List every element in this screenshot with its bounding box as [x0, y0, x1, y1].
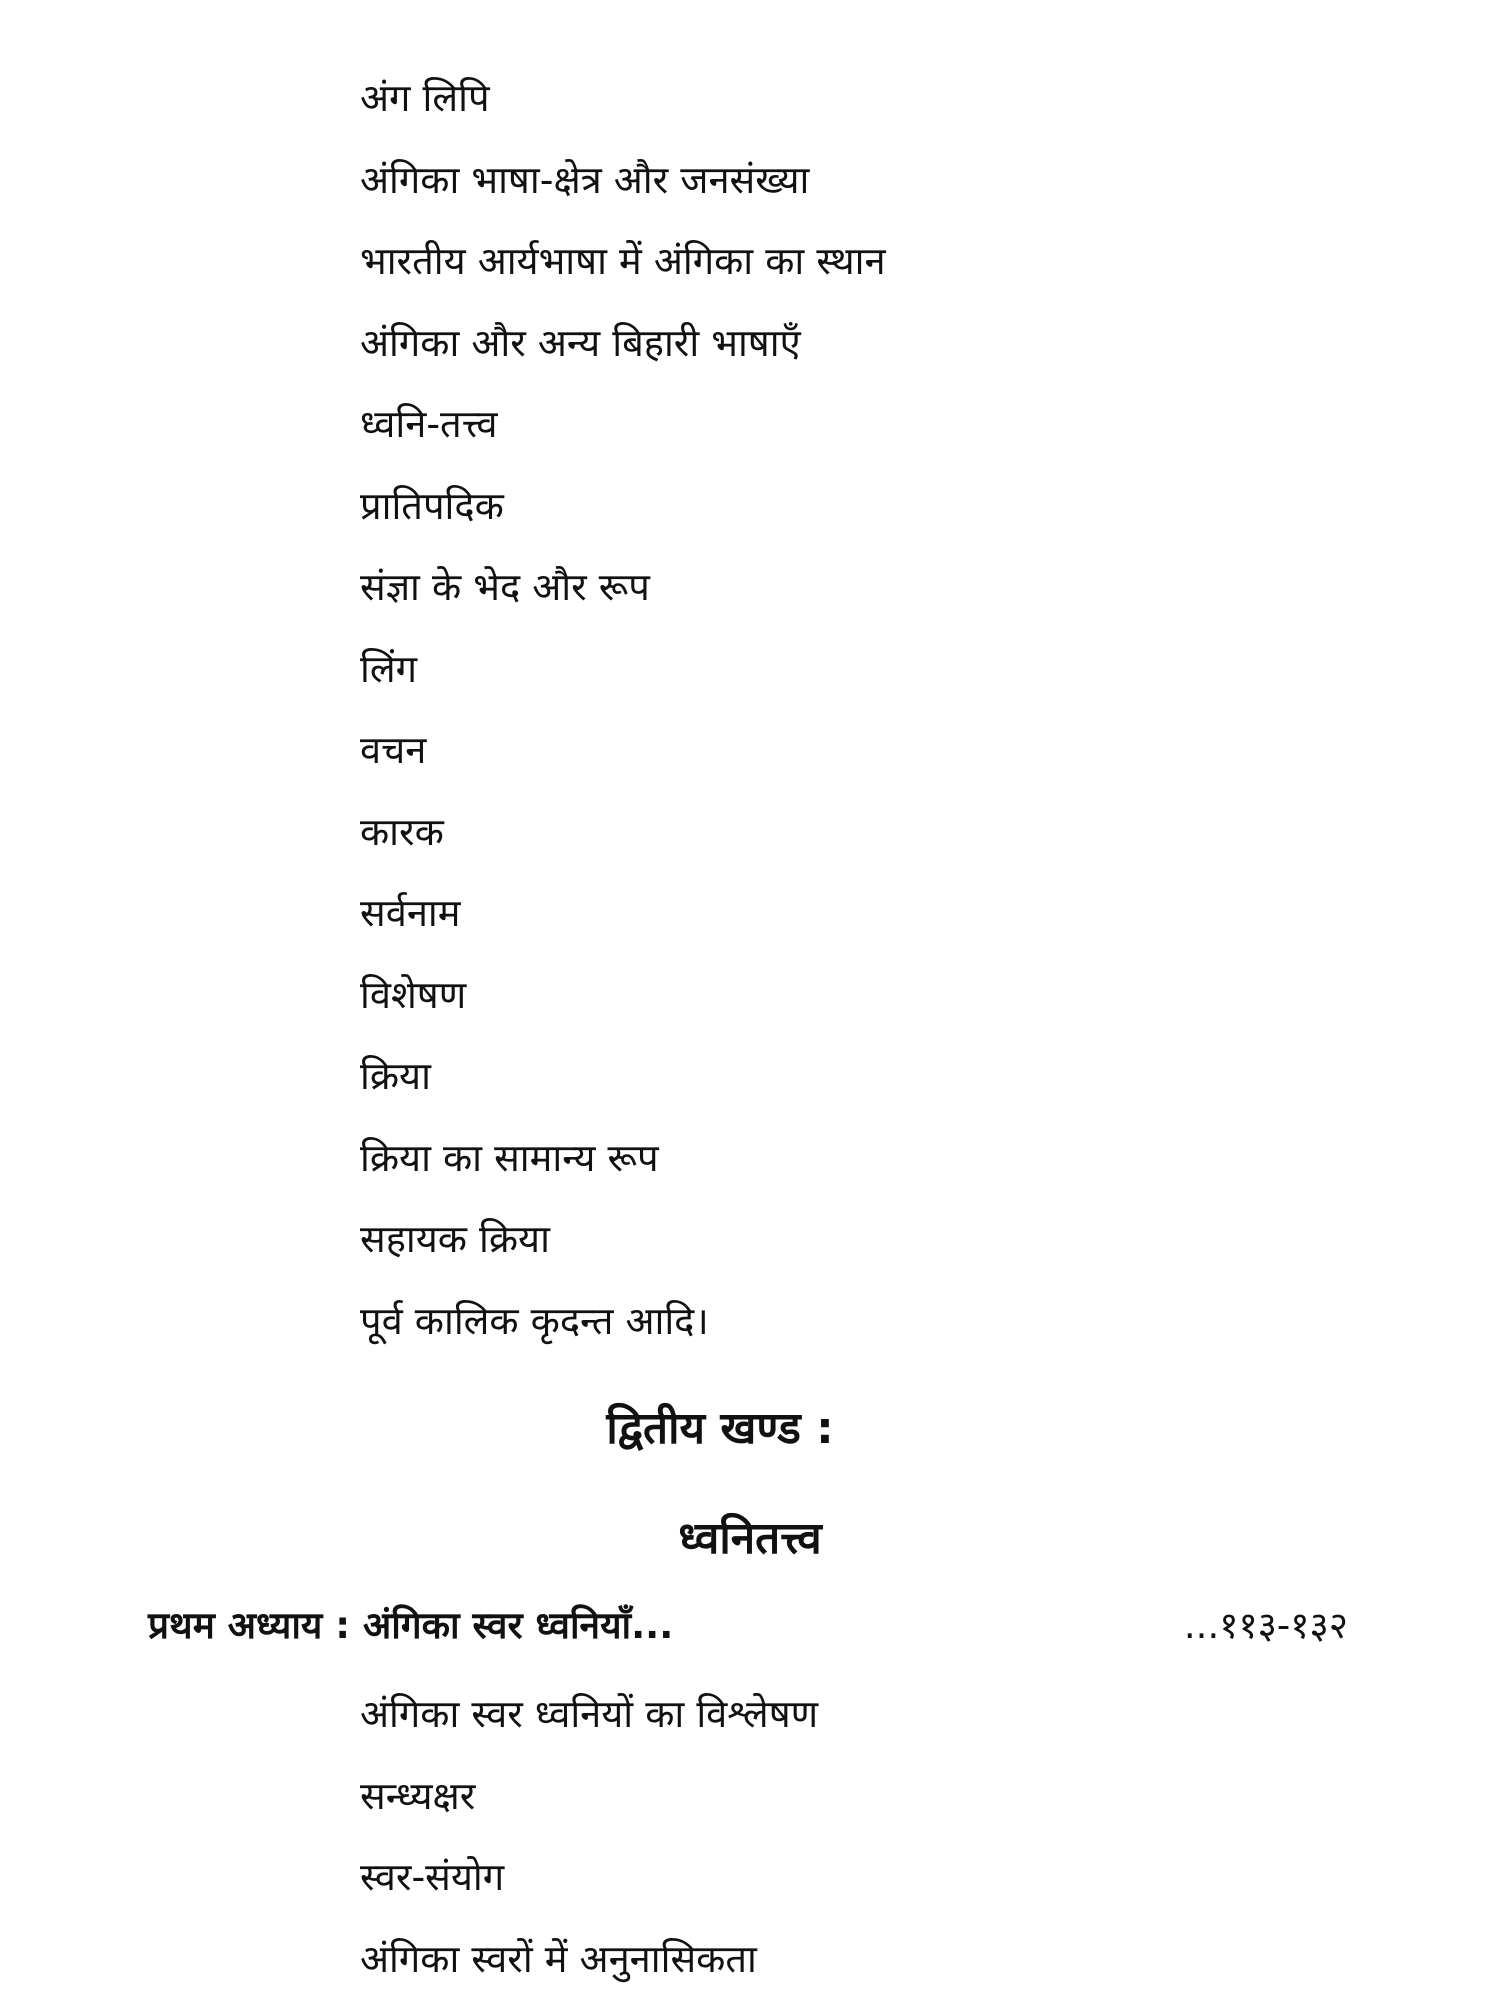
list-item: सर्वनाम	[360, 891, 461, 935]
chapter-row	[148, 1598, 1348, 1658]
list-item: स्वर-संयोग	[360, 1855, 505, 1899]
list-item: पूर्व कालिक कृदन्त आदि।	[360, 1298, 709, 1343]
chapter-contents-list	[360, 1674, 818, 2000]
list-item: वचन	[360, 728, 427, 772]
list-item: प्रातिपदिक	[360, 483, 504, 528]
list-item: भारतीय आर्यभाषा में अंगिका का स्थान	[360, 239, 886, 283]
list-item: क्रिया का सामान्य रूप	[360, 1135, 659, 1180]
list-item: संज्ञा के भेद और रूप	[360, 565, 650, 609]
contents-list	[360, 58, 886, 1362]
chapter-title: प्रथम अध्याय : अंगिका स्वर ध्वनियाँ...	[148, 1604, 674, 1647]
list-item: अंगिका स्वर ध्वनियों का विश्लेषण	[360, 1692, 819, 1736]
list-item: लिंग	[360, 646, 418, 691]
list-item: अंगिका स्वरों में अनुनासिकता	[360, 1936, 757, 1981]
list-item: विशेषण	[360, 972, 467, 1017]
list-item: सन्ध्यक्षर	[360, 1773, 476, 1818]
list-item: ध्वनि-तत्त्व	[360, 402, 498, 446]
section-heading: द्वितीय खण्ड :	[606, 1403, 834, 1454]
list-item: क्रिया	[360, 1054, 431, 1098]
list-item: सहायक क्रिया	[360, 1217, 550, 1261]
list-item: अंगिका भाषा-क्षेत्र और जनसंख्या	[360, 157, 810, 202]
chapter-page-range: ...११३-१३२	[1183, 1604, 1348, 1647]
section-subheading: ध्वनितत्त्व	[678, 1513, 822, 1564]
list-item: अंग लिपि	[360, 76, 490, 120]
list-item: अंगिका और अन्य बिहारी भाषाएँ	[360, 320, 801, 365]
list-item: कारक	[360, 809, 444, 854]
